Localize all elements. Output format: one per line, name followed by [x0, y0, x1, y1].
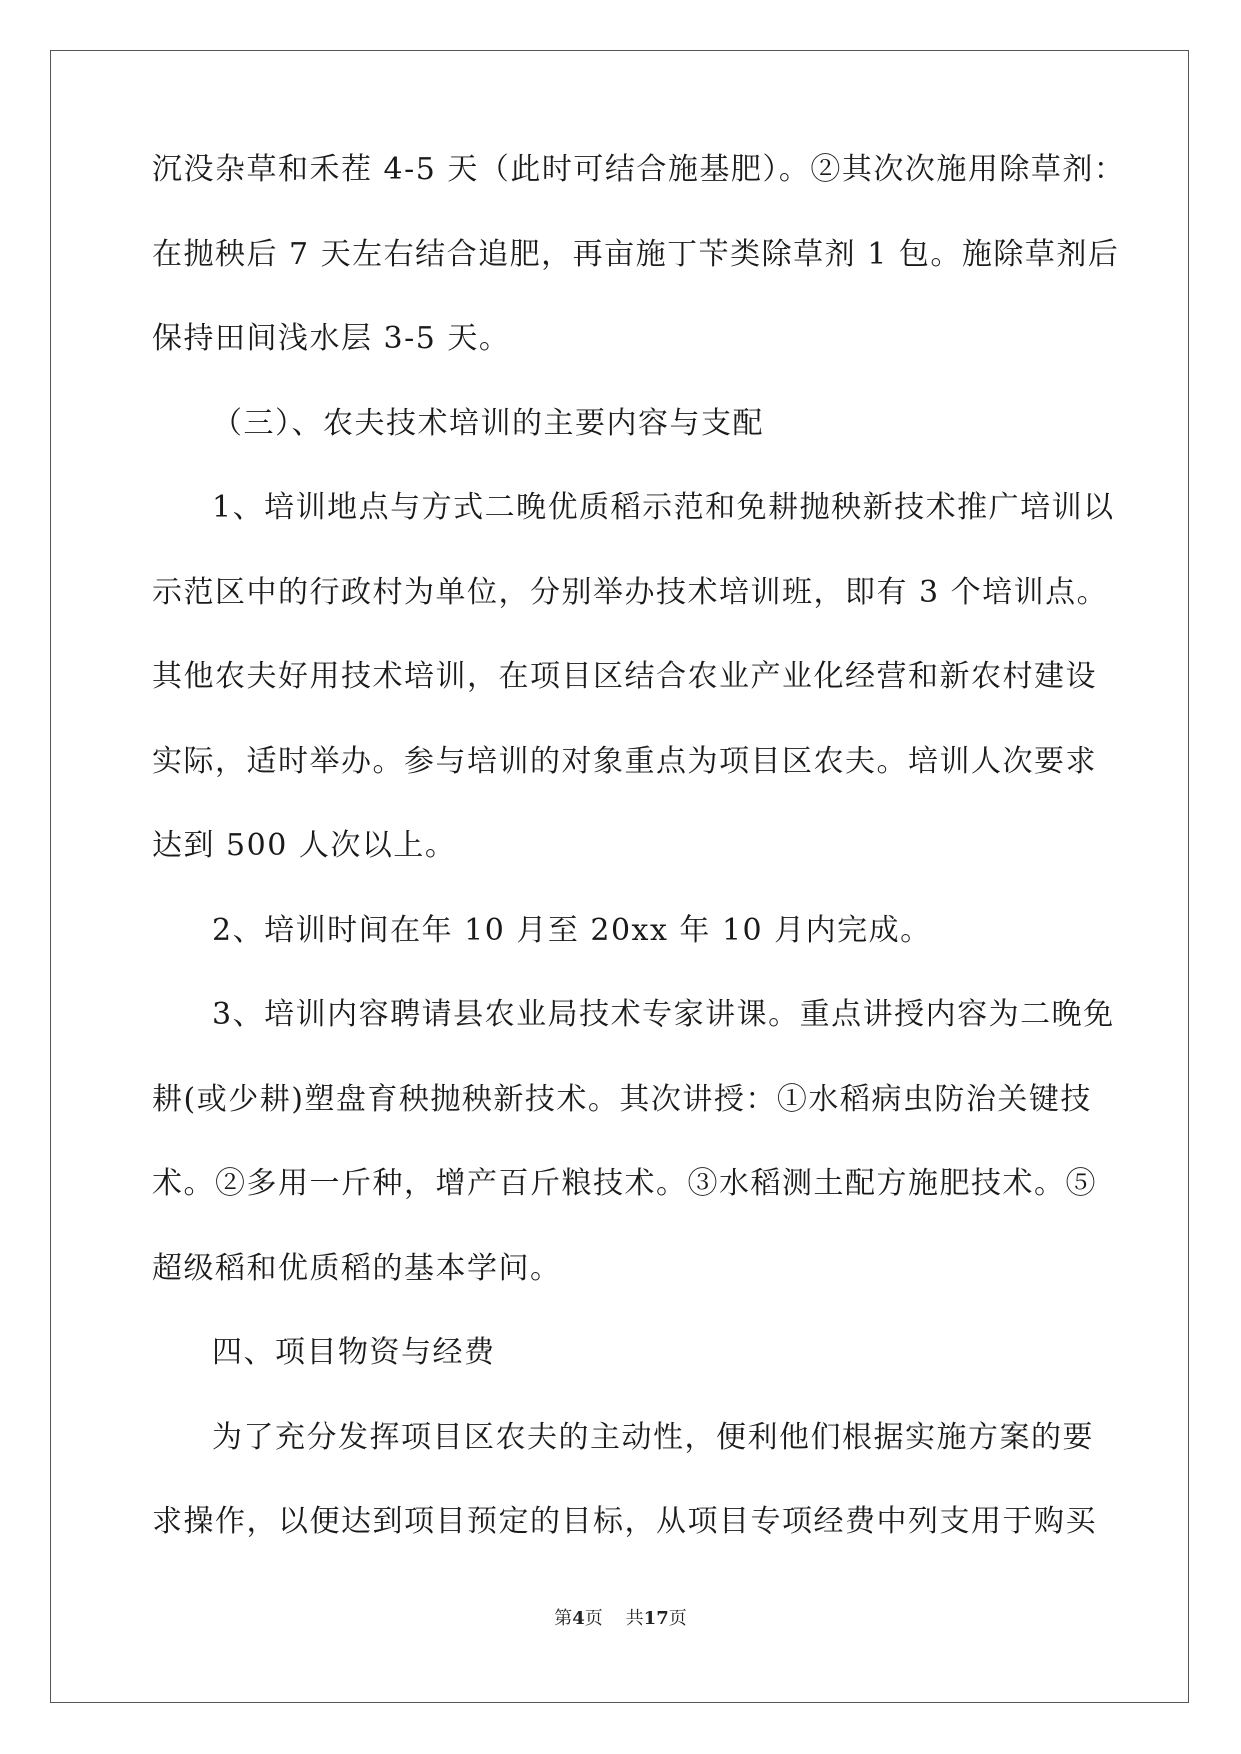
text-line: 实际，适时举办。参与培训的对象重点为项目区农夫。培训人次要求	[152, 743, 1097, 779]
text-line: 超级稻和优质稻的基本学问。	[152, 1250, 562, 1286]
footer-page-prefix: 第	[554, 1608, 573, 1629]
text-line: 沉没杂草和禾茬 4-5 天（此时可结合施基肥）。②其次次施用除草剂：	[152, 152, 1126, 187]
document-body	[152, 152, 1126, 1592]
page-footer	[0, 1609, 1241, 1629]
text-line: 求操作，以便达到项目预定的目标，从项目专项经费中列支用于购买	[152, 1504, 1097, 1539]
text-line: 四、项目物资与经费	[212, 1335, 496, 1370]
footer-page-suffix: 页	[584, 1608, 603, 1629]
text-line: 其他农夫好用技术培训，在项目区结合农业产业化经营和新农村建设	[152, 659, 1097, 694]
text-line: 在抛秧后 7 天左右结合追肥，再亩施丁苄类除草剂 1 包。施除草剂后	[152, 236, 1120, 272]
text-line: 术。②多用一斤种，增产百斤粮技术。③水稻测土配方施肥技术。⑤	[152, 1166, 1097, 1201]
footer-total-prefix: 共	[625, 1608, 644, 1629]
footer-total-pages: 17	[643, 1608, 669, 1629]
text-line: 1、培训地点与方式二晚优质稻示范和免耕抛秧新技术推广培训以	[212, 490, 1115, 525]
text-line: 3、培训内容聘请县农业局技术专家讲课。重点讲授内容为二晚免	[212, 997, 1115, 1032]
text-line: 达到 500 人次以上。	[152, 828, 457, 863]
footer-page-number: 4	[572, 1608, 585, 1629]
text-line: （三）、农夫技术培训的主要内容与支配	[212, 405, 764, 441]
text-line: 示范区中的行政村为单位，分别举办技术培训班，即有 3 个培训点。	[152, 574, 1109, 610]
text-line: 耕(或少耕)塑盘育秧抛秧新技术。其次讲授：①水稻病虫防治关键技	[152, 1081, 1092, 1117]
text-line: 保持田间浅水层 3-5 天。	[152, 321, 511, 356]
text-line: 2、培训时间在年 10 月至 20xx 年 10 月内完成。	[212, 912, 932, 948]
footer-total-suffix: 页	[668, 1608, 687, 1629]
text-line: 为了充分发挥项目区农夫的主动性，便利他们根据实施方案的要	[212, 1419, 1094, 1455]
